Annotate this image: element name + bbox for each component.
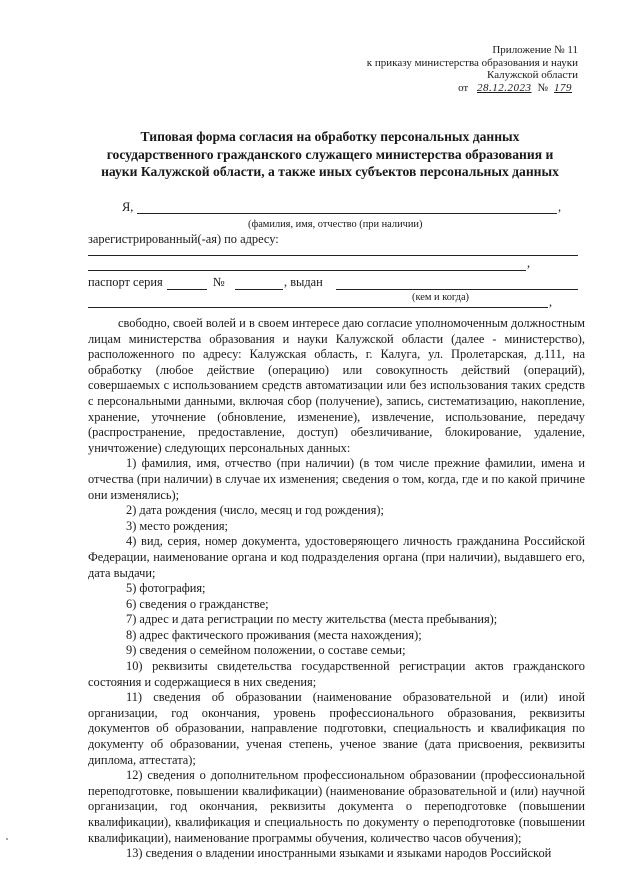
list-item: 12) сведения о дополнительном профессиональном образовании (профессиональной переподготовке, повышении квалификации) (наименование образовательной и (или) научной организации, год окончания, реквизиты документа о переподготовке (повышении квалификации), квалификация и специальность по документу о переподготовке (повышении квалификации), наименование программы обучения, количество часов обучения);	[88, 768, 585, 845]
handwritten-date: 28.12.2023	[477, 81, 532, 94]
issued-label: , выдан	[284, 275, 323, 289]
issued-line-2	[88, 307, 548, 308]
list-item: 6) сведения о гражданстве;	[126, 596, 269, 611]
list-item: 9) сведения о семейном положении, о составе семьи;	[126, 643, 406, 658]
list-item: 4) вид, серия, номер документа, удостоверяющего личность гражданина Российской Федерации, наименование органа и код подразделения органа (при наличии), выдавшего его, дата выдачи;	[88, 534, 585, 580]
fio-line	[137, 213, 557, 214]
passport-series-line	[167, 289, 207, 290]
document-title: Типовая форма согласия на обработку персональных данных государственного гражданского служащего министерства образования и науки Калужской области, а также иных субъектов персональных данных	[101, 129, 559, 179]
date-prefix: от	[458, 81, 469, 94]
passport-series-label: паспорт серия	[88, 275, 163, 289]
registered-label: зарегистрированный(-ая) по адресу:	[88, 232, 279, 246]
appendix-date-line	[367, 82, 578, 95]
i-label: Я,	[122, 200, 134, 214]
appendix-region: Калужской области	[487, 69, 578, 82]
list-item: 8) адрес фактического проживания (места нахождения);	[126, 627, 422, 642]
number-sign: №	[537, 81, 548, 94]
passport-number-line	[235, 289, 283, 290]
address-line-2	[88, 270, 526, 271]
list-item: 2) дата рождения (число, месяц и год рождения);	[126, 503, 384, 518]
handwritten-number: 179	[554, 81, 572, 94]
appendix-header	[367, 44, 578, 94]
fio-caption: (фамилия, имя, отчество (при наличии)	[248, 219, 423, 230]
list-item: 3) место рождения;	[126, 518, 228, 533]
issued-caption: (кем и когда)	[412, 292, 470, 303]
issued-comma: ,	[549, 295, 553, 309]
list-item: 11) сведения об образовании (наименование образовательной и (или) иной организации, год окончания, уровень профессионального образования, реквизиты документов об образовании, направление подготовки, специальность и квалификация по документу об образовании, ученая степень, ученое звание (дата присвоения, реквизиты диплома, аттестата);	[88, 690, 585, 767]
appendix-number: Приложение № 11	[492, 44, 578, 56]
list-item: 7) адрес и дата регистрации по месту жительства (места пребывания);	[126, 612, 498, 627]
address-comma: ,	[527, 256, 531, 270]
list-item: 5) фотография;	[126, 581, 206, 596]
fio-comma: ,	[558, 200, 562, 214]
consent-paragraph: свободно, своей волей и в своем интересе даю согласие уполномоченным должностным лицам министерства образования и науки Калужской области (далее - министерство), расположенного по адресу: Калужская область, г. Калуга, ул. Пролетарская, д.111, на обработку (любое действие (операцию) или совокупность действий (операций), совершаемых с использованием средств автоматизации или без использования таких средств с персональными данными, включая сбор (получение), запись, систематизацию, накопление, хранение, уточнение (обновление, изменение), извлечение, использование, передачу (распространение, предоставление, доступ) обезличивание, блокирование, удаление, уничтожение) следующих персональных данных:	[88, 316, 585, 455]
scan-speck	[6, 838, 8, 840]
consent-body	[88, 316, 585, 862]
list-item: 10) реквизиты свидетельства государственной регистрации актов гражданского состояния и содержащиеся в них сведения;	[88, 659, 585, 689]
list-item: 1) фамилия, имя, отчество (при наличии) (в том числе прежние фамилии, имена и отчества (при наличии) в случае их изменения; сведения о том, когда, где и по какой причине они изменялись);	[88, 456, 585, 502]
list-item: 13) сведения о владении иностранными языками и языками народов Российской	[126, 846, 552, 861]
address-line-1	[88, 255, 578, 256]
appendix-order-ref: к приказу министерства образования и науки	[366, 56, 578, 69]
passport-number-label: №	[213, 275, 225, 289]
